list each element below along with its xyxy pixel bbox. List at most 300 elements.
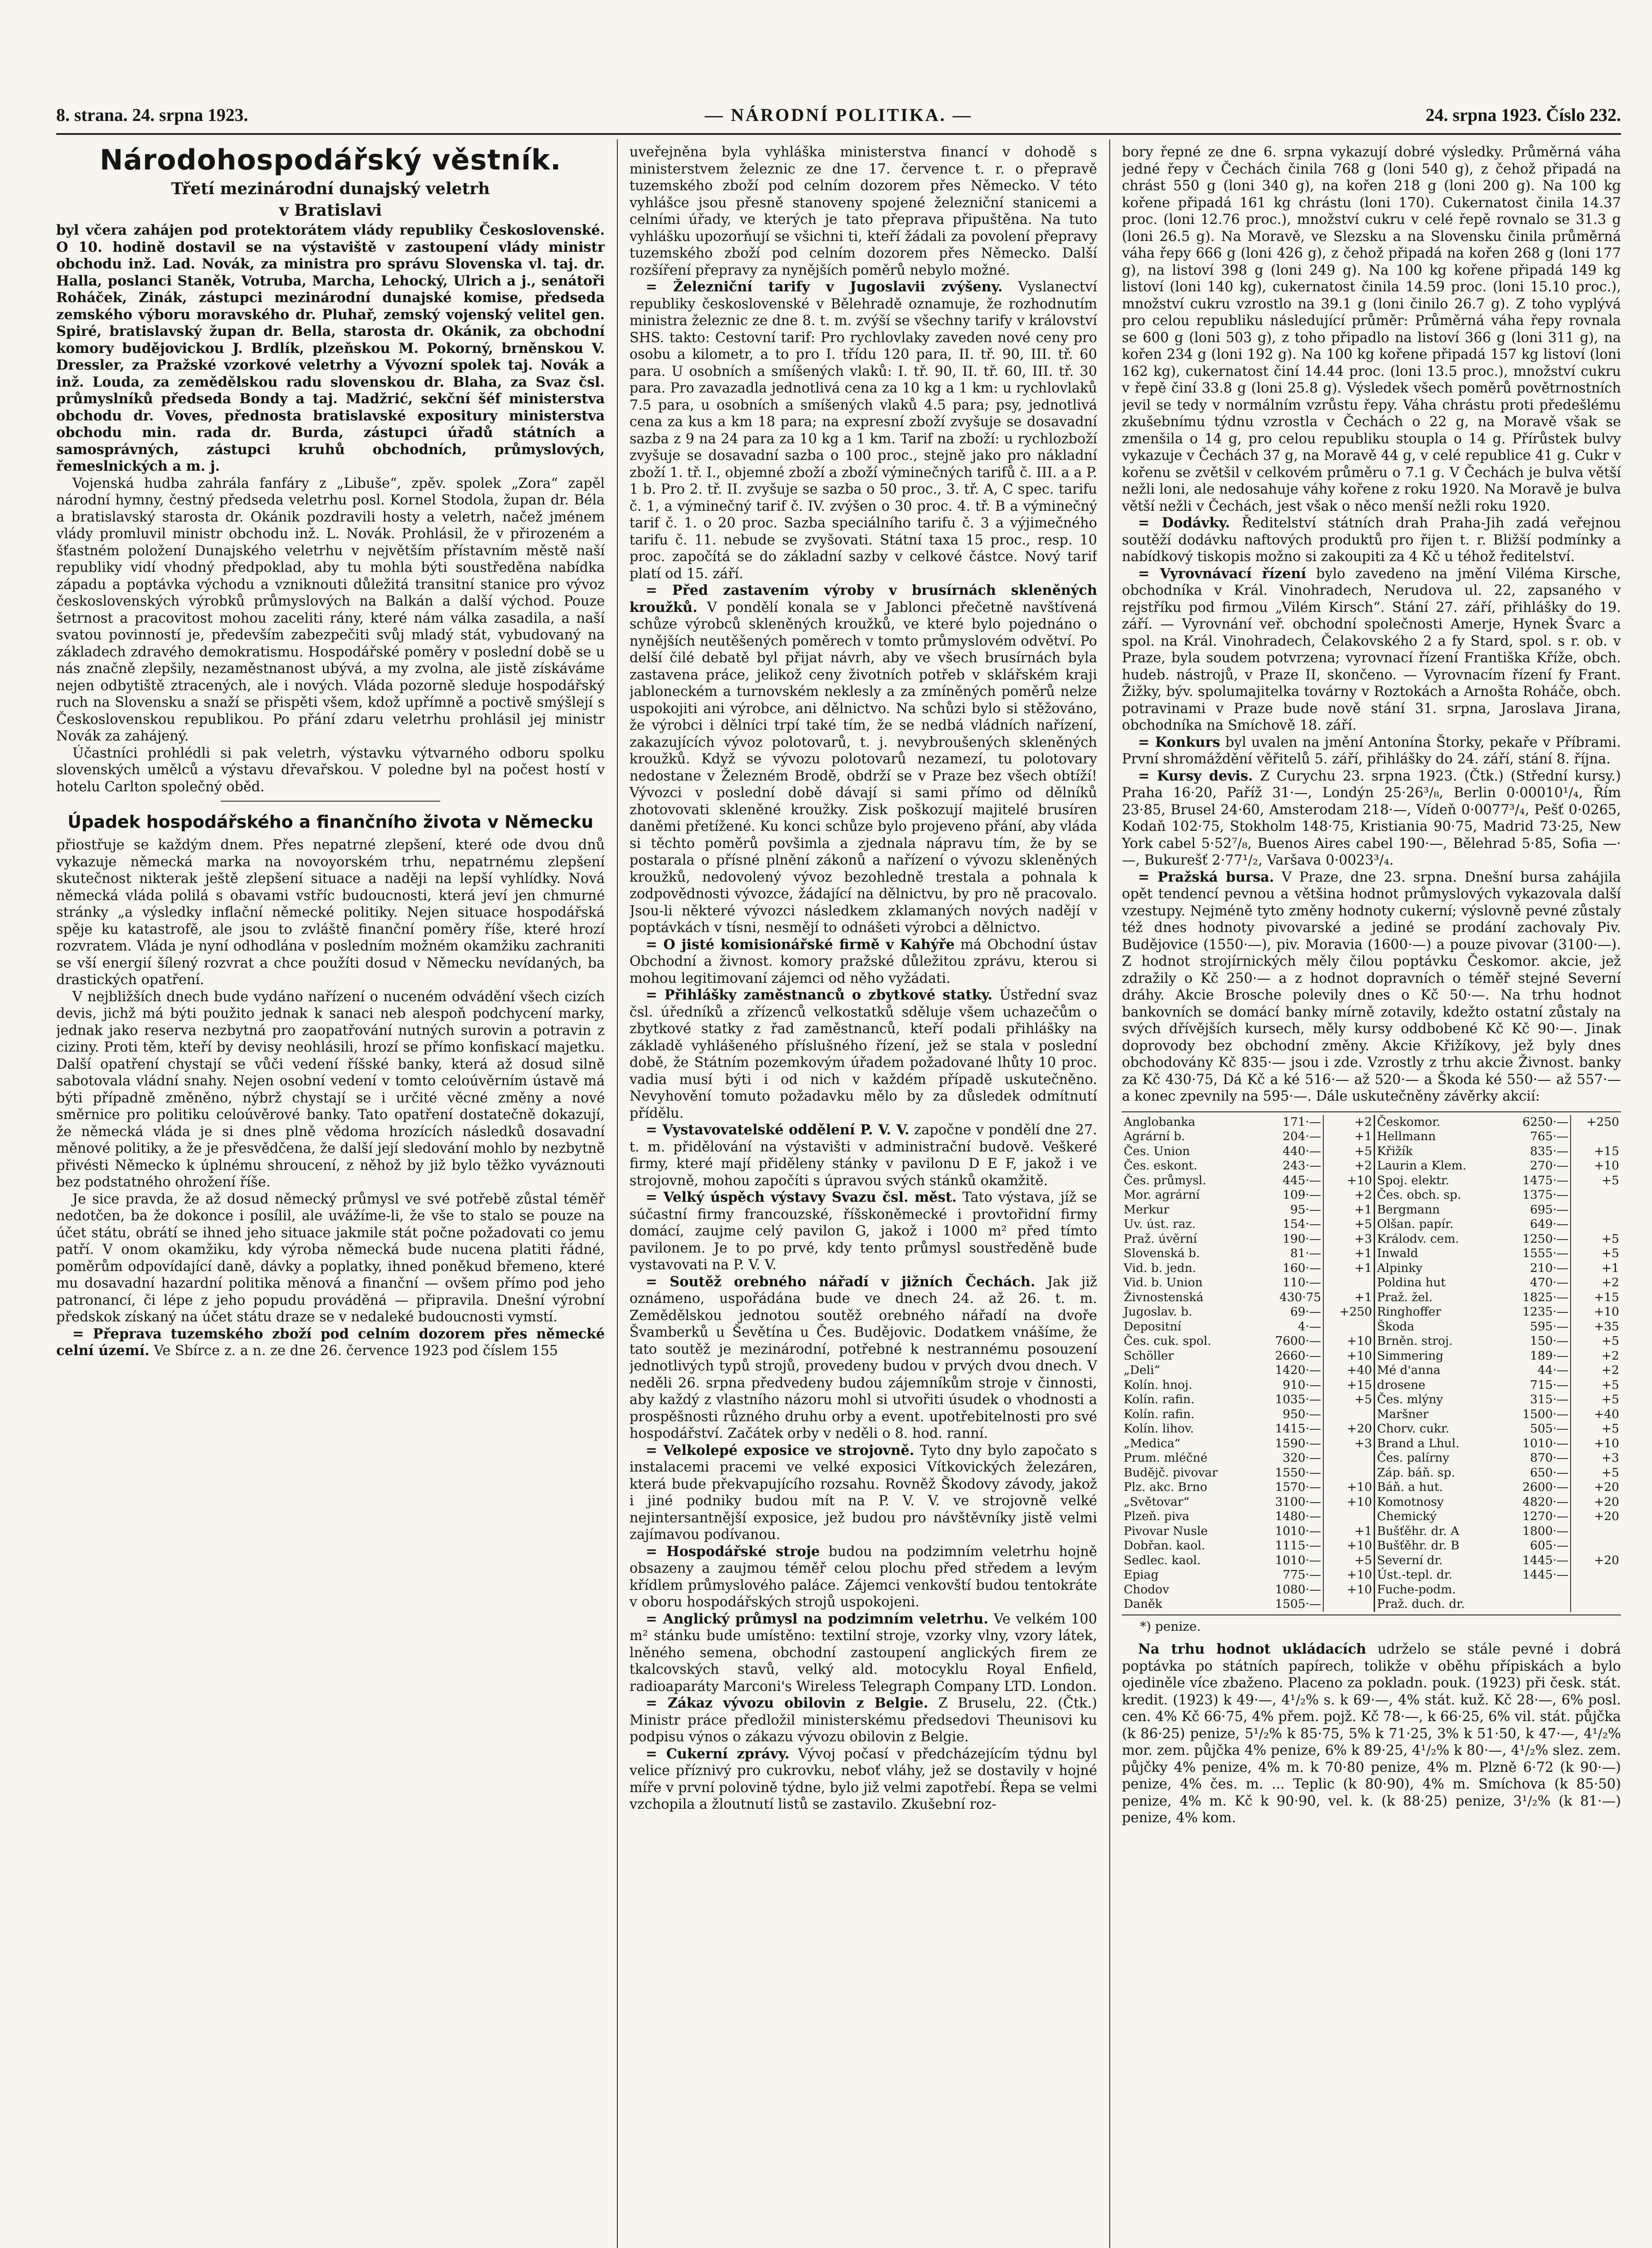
article-paragraph: V Praze, dne 23. srpna. Dnešní bursa zahájila opět tendencí pevnou a většina hodnot průmyslových vykazovala další vzestupy. Nejméně tyto změny hodnoty cukerní; výslovně pevné zůstaly též dnes hodnoty pivovarské a jediné se prodání zachovaly Piv. Budějovice (1550·—), piv. Moravia (1600·—) a pouze pivovar (3100·—). Z hodnot strojírnických měly čilou poptávku Českomor. akcie, jež zdražily o Kč 250·— a z hodnot dopravních o téměř stejné Severní dráhy. Akcie Brosche polevily dnes o Kč 50·—. Na trhu hodnot bankovních se domácí banky mírně zotavily, kdežto ostatní zůstaly na svých dřívějších kursech, měly kursy oddbobené Kč Kč 90·—. Jinak doprovody bez obchodní změny. Akcie Křižíkovy, jež byly dnes obchodovány Kč 835·— jsou i zde. Vzrostly z trhu akcie Živnost. banky za Kč 430·75, Dá Kč a ké 516·— až 520·— a Škoda ké 550·— až 557·— a konec zpevnily na 595·—. Dále uskutečněny závěrky akcií: [1122, 869, 1621, 1104]
table-row [1122, 1349, 1621, 1364]
stock-change: +3 [1323, 1436, 1375, 1451]
stock-change: +15 [1594, 1144, 1619, 1158]
article-title: = Anglický průmysl na podzimním veletrhu. [646, 1610, 988, 1627]
stock-name: Schöller [1124, 1348, 1174, 1363]
stock-change [1571, 1568, 1621, 1583]
stock-change: +2 [1323, 1115, 1375, 1130]
stock-change: +5 [1323, 1392, 1375, 1407]
stock-name: Maršner [1377, 1407, 1429, 1421]
stock-change: +250 [1586, 1115, 1619, 1129]
table-row [1122, 1392, 1621, 1407]
stock-change: +20 [1594, 1553, 1619, 1567]
stock-price: 6250·— [1502, 1115, 1571, 1130]
stock-change: +10 [1323, 1583, 1375, 1597]
table-row [1122, 1290, 1621, 1305]
stock-price: 1505·— [1255, 1597, 1323, 1612]
stock-price: 1250·— [1502, 1232, 1571, 1247]
stock-price: 1445·— [1502, 1553, 1571, 1568]
stock-name: Křižík [1377, 1144, 1413, 1158]
stock-price: 270·— [1502, 1159, 1571, 1173]
stock-change: +10 [1323, 1334, 1375, 1349]
stock-name: Čes. cuk. spol. [1124, 1334, 1211, 1348]
stock-name: Čes. palírny [1377, 1451, 1450, 1465]
stock-price: 1825·— [1502, 1290, 1571, 1305]
stock-name: Živnostenská [1124, 1290, 1204, 1304]
stock-name: Kolín. lihov. [1124, 1422, 1194, 1436]
article-title: = Soutěž orebného nářadí v jižních Čechách. [646, 1273, 1036, 1290]
stock-name: Čes. průmysl. [1124, 1173, 1206, 1187]
stock-name: Plz. akc. Brno [1124, 1480, 1207, 1494]
table-row [1122, 1363, 1621, 1378]
article-paragraph: má Obchodní ústav Obchodní a živnost. komory pražské důležitou zprávu, kterou si mohou legitimovaní zájemci od něho vyžádati. [630, 937, 1097, 986]
stock-price: 950·— [1255, 1407, 1323, 1422]
article-title: = Přeprava tuzemského zboží pod celním dozorem přes německé celní území. [56, 1325, 605, 1359]
header-rule [56, 133, 1621, 135]
table-row [1122, 1334, 1621, 1349]
stock-price: 440·— [1255, 1144, 1323, 1159]
article-title: Na trhu hodnot ukládacích [1138, 1641, 1366, 1657]
stock-name: Daněk [1124, 1597, 1162, 1611]
stock-price: 430·75 [1255, 1290, 1323, 1305]
stock-change: +2 [1323, 1188, 1375, 1203]
stock-price: 1010·— [1502, 1436, 1571, 1451]
stock-change [1323, 1407, 1375, 1422]
stock-name: Pivovar Nusle [1124, 1524, 1208, 1538]
stock-price: 171·— [1255, 1115, 1323, 1130]
article-paragraph: V nejbližších dnech bude vydáno nařízení o nuceném odvádění všech cizích devis, jichž má býti použito jednak k sanaci neb alespoň podchycení marky, jednak jako reserva nezbytná pro zaopatřování nutných surovin a potravin z ciziny. Proti těm, kteří by devisy neohlásili, hrozí se přímo konfiskací majetku. Další opatření chystají se vůči vedení říšské banky, která až dosud silně sabotovala vládní snahy. Nejen osobní vedení v tomto celoúvěrním ústavě má býti případně změněno, nýbrž chystají se i určité věcné změny a nové směrnice pro politiku celoúvěrové banky. Tato opatření dostatečně dokazují, že německá vláda je si dnes plně vědoma hrozících následků dosavadní měnové politiky, a že je přesvědčena, že další její sledování mohlo by nezbytně přivésti Německo k úplnému shroucení, z něhož by již bylo těžko vyváznouti bez podstatného ohrožení říše. [56, 989, 605, 1190]
stock-price: 649·— [1502, 1217, 1571, 1232]
stock-name: Vid. b. Union [1124, 1276, 1203, 1289]
stock-table-body [1122, 1115, 1621, 1612]
stock-name: Sedlec. kaol. [1124, 1553, 1201, 1567]
page-number-date: 8. strana. 24. srpna 1923. [56, 105, 248, 125]
stock-price: 870·— [1502, 1451, 1571, 1466]
stock-name: Praž. duch. dr. [1377, 1597, 1465, 1611]
stock-price: 1480·— [1255, 1509, 1323, 1524]
stock-name: „Světovar“ [1124, 1494, 1190, 1509]
article-paragraph: Vývoj počasí v předcházejícím týdnu byl velice příznivý pro cukrovku, neboť vláhy, jež se dostavily v hojné míře v první polovině týdne, bylo již velmi zapotřebí. Řepa se velmi vzchopila a žloutnutí listů se zastavilo. Zkušební roz- [630, 1746, 1097, 1812]
stock-price: 109·— [1255, 1188, 1323, 1203]
article-subtitle: v Bratislavi [279, 201, 382, 220]
stock-price: 1080·— [1255, 1583, 1323, 1597]
stock-name: Záp. báň. sp. [1377, 1465, 1456, 1480]
stock-change: +3 [1323, 1232, 1375, 1247]
article-paragraph: Ústřední svaz čsl. úředníků a zřízenců velkostatků sděluje všem uchazečům o zbytkové statky z řad zaměstnanců, kteří podali přihlášky na základě vyhlášeného příslušného řízení, jež se stala v poslední době, že Státním pozemkovým úřadem požadované lhůty 10 proc. vadia musí býti i od nich v každém případě uskutečněno. Nevyhovění tomuto požadavku mělo by za důsledek odmítnutí přídělu. [630, 987, 1097, 1121]
stock-change: +3 [1601, 1451, 1619, 1465]
article-paragraph: Je sice pravda, že až dosud německý průmysl ve své potřebě zůstal téměř nedotčen, ba že dokonce i posílil, ale uvážíme-li, že vše to stalo se pouze na účet státu, obrátí se ihned jeho situace jakmile stát počne požadovati co jemu patří. V onom okamžiku, kdy výroba německá bude nucena platiti řádné, poměrům odpovídající daně, dávky a poplatky, ihned poněkud břemeno, které mu dosavadní hazardní politika měnová a finanční — ovšem přímo pod jeho patronancí, či lépe z jeho popudu prováděná — připravila. Dnešní výrobní předskok získaný na účet státu draze se v nedaleké budoucnosti vymstí. [56, 1191, 605, 1325]
table-row [1122, 1129, 1621, 1144]
stock-name: Komotnosy [1377, 1494, 1444, 1509]
stock-name: Praž. žel. [1377, 1290, 1433, 1304]
stock-change: +20 [1594, 1509, 1619, 1523]
stock-name: Úst.-tepl. dr. [1377, 1568, 1453, 1582]
stock-change: +2 [1601, 1276, 1619, 1289]
article-paragraph: Jak již oznámeno, uspořádána bude ve dnech 24. až 26. t. m. Zemědělskou jednotou soutěž orebného nářadí na dvoře Švamberků u Ševětína u Čes. Budějovic. Dodatkem vnášíme, že tato soutěž je mezinárodní, potřebné k nestrannému posouzení jednotlivých typů strojů, provedeny budou v prvých dvou dnech. V neděli 26. srpna předvedeny budou zájemníkům stroje v činnosti, aby každý z vlastního názoru mohl si utvořiti úsudek o vhodnosti a prospěšnosti různého druhu orby a event. upotřebitelnosti pro své hospodářství. Začátek orby v neděli o 8. hod. ranní. [630, 1274, 1097, 1441]
article-title: Úpadek hospodářského a finančního života v Německu [67, 812, 594, 832]
article-paragraph: Tyto dny bylo započato s instalacemi pracemi ve velké exposici Vítkovických železáren, která bude překvapujícího rozsahu. Rovněž Škodovy závody, jakož i jiné podniky budou mít na P. V. V. ve strojovně velké nejintersantnější exposice, jež budou pro návštěvníky jistě velmi zajímavou podívanou. [630, 1442, 1097, 1543]
table-row [1122, 1553, 1621, 1568]
stock-price: 4820·— [1502, 1495, 1571, 1510]
stock-change: +5 [1601, 1246, 1619, 1260]
stock-price: 2600·— [1502, 1480, 1571, 1495]
article-paragraph: Vojenská hudba zahrála fanfáry z „Libuše“, zpěv. spolek „Zora“ zapěl národní hymny, čestný předseda veletrhu posl. Kornel Stodola, župan dr. Béla a bratislavský starosta dr. Okánik pozdravili hosty a veletrh, načež jménem vlády promluvil ministr obchodu inž. L. Novák. Prohlásil, že v přirozeném a šťastném položení Dunajského veletrhu v největším přístavním městě naší republiky vidí vhodný předpoklad, aby tu mohla býti soustředěna nabídka západu a poptávka východu a vzniknouti důležitá transitní stanice pro vývoz československých výrobků průmyslových na Balkán a další východ. Pouze šetrnost a pracovitost mohou zaceliti rány, které nám válka zasadila, a naší svatou povinností je, především zabezpečiti svůj mladý stát, vybudovaný na základech zdravého demokratismu. Hospodářské poměry v poslední době se u nás značně zlepšily, nezaměstnanost ubývá, a my zvolna, ale jistě získáváme nejen odbytiště ztracených, ale i nových. Vláda pozorně sleduje hospodářský ruch na Slovensku a snaží se přispěti všem, kdož upřímně a poctivě smýšlejí s Československou republikou. Po přání zdaru veletrhu prohlásil jej ministr Novák za zahájený. [56, 475, 605, 744]
stock-name: Hellmann [1377, 1129, 1436, 1143]
table-row [1122, 1583, 1621, 1597]
table-row [1122, 1436, 1621, 1451]
stock-change: +5 [1601, 1422, 1619, 1436]
stock-name: Fuche-podm. [1377, 1582, 1456, 1597]
stock-price: 154·— [1255, 1217, 1323, 1232]
stock-name: Alpinky [1377, 1261, 1423, 1275]
stock-price: 4·— [1255, 1320, 1323, 1334]
stock-name: Bušťěhr. dr. A [1377, 1524, 1460, 1538]
stock-name: Agrární b. [1124, 1129, 1185, 1143]
stock-change: +40 [1594, 1407, 1619, 1421]
stock-change: +5 [1323, 1144, 1375, 1159]
stock-name: Uv. úst. raz. [1124, 1217, 1196, 1231]
stock-change: +1 [1323, 1261, 1375, 1276]
stock-change: +20 [1594, 1494, 1619, 1509]
table-row [1122, 1203, 1621, 1218]
stock-price: 1500·— [1502, 1407, 1571, 1422]
stock-table-wrapper [1122, 1111, 1621, 1615]
stock-price: 1375·— [1502, 1188, 1571, 1203]
stock-price: 1800·— [1502, 1524, 1571, 1539]
stock-price: 1010·— [1255, 1524, 1323, 1539]
article-title: = Konkurs [1138, 734, 1220, 750]
stock-price: 695·— [1502, 1203, 1571, 1218]
issue-number: 24. srpna 1923. Číslo 232. [1425, 105, 1621, 125]
stock-price: 605·— [1502, 1539, 1571, 1553]
stock-change: +5 [1601, 1378, 1619, 1392]
stock-price: 315·— [1502, 1392, 1571, 1407]
stock-price: 243·— [1255, 1159, 1323, 1173]
stock-price: 1115·— [1255, 1539, 1323, 1553]
stock-change: +2 [1323, 1159, 1375, 1173]
article-title: = Velkolepé exposice ve strojovně. [646, 1442, 915, 1459]
table-row [1122, 1422, 1621, 1436]
stock-change: +5 [1323, 1553, 1375, 1568]
stock-change: +10 [1594, 1436, 1619, 1450]
stock-name: Chorv. cukr. [1377, 1422, 1450, 1436]
table-row [1122, 1305, 1621, 1320]
stock-name: Budějč. pivovar [1124, 1465, 1218, 1480]
table-row [1122, 1524, 1621, 1539]
stock-name: Dobřan. kaol. [1124, 1539, 1206, 1552]
column-divider [1109, 139, 1110, 2248]
table-row [1122, 1539, 1621, 1553]
article-paragraph: Z Bruselu, 22. (Čtk.) Ministr práce předložil ministerskému předsedovi Theunisovi ku podpisu výnos o zákazu vývozu obilovin z Belgie. [630, 1695, 1097, 1745]
stock-price: 160·— [1255, 1261, 1323, 1276]
stock-change: +10 [1323, 1349, 1375, 1364]
stock-price: 1270·— [1502, 1509, 1571, 1524]
stock-change: +5 [1601, 1173, 1619, 1187]
table-row [1122, 1159, 1621, 1173]
separator [221, 801, 440, 802]
column-1 [56, 144, 605, 2248]
stock-name: Jugoslav. b. [1124, 1305, 1192, 1319]
article-paragraph: započne v pondělí dne 27. t. m. přidělování na výstavišti v administrační budově. Veškeré firmy, které mají přiděleny stánky v pavilonu D E F, jakož i ve strojovně, mohou započíti s úpravou svých stánků okamžitě. [630, 1122, 1097, 1189]
stock-price: 1035·— [1255, 1392, 1323, 1407]
stock-change: +35 [1594, 1319, 1619, 1334]
stock-name: drosene [1377, 1378, 1425, 1392]
stock-price: 110·— [1255, 1276, 1323, 1290]
stock-price: 150·— [1502, 1334, 1571, 1349]
stock-name: Praž. úvěrní [1124, 1231, 1197, 1246]
stock-name: Severní dr. [1377, 1553, 1443, 1567]
stock-name: Merkur [1124, 1202, 1170, 1217]
table-row [1122, 1320, 1621, 1334]
stock-change: +250 [1323, 1305, 1375, 1320]
article-paragraph: Vyslanectví republiky československé v Bělehradě oznamuje, že rozhodnutím ministra železnic ze dne 8. t. m. zvýší se všechny tarify v království SHS. takto: Cestovní tarif: Pro rychlovlaky zaveden nové ceny pro osobu a kilometr, a to pro I. třídu 120 para, II. tř. 90, III. tř. 60 para. U osobních a smíšených vlaků: I. tř. 90, II. tř. 60, III. tř. 30 para. Pro zavazadla jednotlivá cena za 10 kg a 1 km: u rychlovlaků 7.5 para, u osobních a smíšených vlaků 4.5 para; psy, jednotlivá cena za kus a km 18 para; na expresní zboží zvyšuje se dosavadní sazba z 9 na 24 para za 10 kg a 1 km. Tarif na zboží: u rychlozboží zvyšuje se dosavadní sazba o 100 proc., stejně jako pro nákladní zboží 1. tř. I., objemné zboží a zboží výminečných tarifů č. III. a a P. 1 b. Pro 2. tř. II. zvyšuje se sazba o 50 proc., 3. tř. A, C spec. tarifu č. 1, a výminečný tarif č. IV. zvýšen o 30 proc. 4. tř. B a výminečný tarif č. 1. o 20 proc. Sazba speciálního tarifu č. 3 a výjimečného tarifu č. 11. nebude se zvyšovati. Státní taxa 15 proc., resp. 10 proc. započítá se do základní sazby v celkové částce. Nový tarif platí od 15. září. [630, 279, 1097, 582]
table-row [1122, 1232, 1621, 1247]
stock-price: 470·— [1502, 1276, 1571, 1290]
table-row [1122, 1173, 1621, 1188]
stock-name: Chemický [1377, 1509, 1437, 1523]
article-title: = Vystavovatelské oddělení P. V. V. [646, 1122, 910, 1138]
stock-name: Plzeň. piva [1124, 1509, 1190, 1523]
stock-name: Mé d'anna [1377, 1363, 1441, 1377]
table-row [1122, 1217, 1621, 1232]
table-row [1122, 1495, 1621, 1510]
stock-change: +15 [1323, 1378, 1375, 1393]
table-row [1122, 1188, 1621, 1203]
stock-name: Simmering [1377, 1348, 1444, 1363]
table-row [1122, 1466, 1621, 1481]
column-divider [617, 139, 618, 2248]
article-title: = O jisté komisionářské firmě v Kahýře [646, 936, 955, 953]
stock-change: +5 [1323, 1217, 1375, 1232]
article-title: Třetí mezinárodní dunajský veletrh [171, 179, 490, 198]
stock-price: 445·— [1255, 1173, 1323, 1188]
stock-price: 7600·— [1255, 1334, 1323, 1349]
newspaper-title: — NÁRODNÍ POLITIKA. — [705, 105, 973, 125]
table-row [1122, 1509, 1621, 1524]
article-paragraph: uveřejněna byla vyhláška ministerstva financí v dohodě s ministerstvem železnic ze dne 17. července t. r. o přepravě tuzemského zboží pod celním dozorem přes Německo. V této vyhlášce jsou přesně stanoveny spojené železniční stanicemi a celními úřady, ve kterých je tato přeprava připuštěna. Na tuto vyhlášku upozorňují se všichni ti, kteří žádali za povolení přepravy tuzemského zboží pod celním dozorem přes Německo. Další rozšíření přepravy za nynějších poměrů nebylo možné. [630, 144, 1097, 278]
stock-change [1323, 1509, 1375, 1524]
stock-change [1571, 1597, 1621, 1612]
table-row [1122, 1276, 1621, 1290]
stock-price: 910·— [1255, 1378, 1323, 1393]
stock-change: +10 [1323, 1495, 1375, 1510]
column-3 [1122, 144, 1621, 2248]
article-paragraph: přiostřuje se každým dnem. Přes nepatrné zlepšení, které ode dvou dnů vykazuje německá marka na novoyorském trhu, nepatrnému zlepšení skutečnost nikterak ještě zlepšení situace a naději na lepší vyhlídky. Nová německá vláda polilá s obavami vstříc budoucnosti, která jeví jen chmurné stránky „a výsledky inflační německé politiky. Nejen situace hospodářská spěje ku katastrofě, ale jsou to zvláště finanční poměry říše, které hrozí rozvratem. Vláda je nyní odhodlána v posledním možném okamžiku zachraniti se vší energií šílený rozvrat a chce použíti dosud v Německu nevídaných, ba drastických opatření. [56, 837, 605, 988]
stock-change: +10 [1323, 1568, 1375, 1583]
stock-name: Čes. Union [1124, 1144, 1190, 1158]
stock-change: +5 [1601, 1392, 1619, 1406]
stock-price: 1550·— [1255, 1466, 1323, 1481]
stock-name: Čes. mlýny [1377, 1392, 1443, 1406]
stock-name: Ringhoffer [1377, 1305, 1442, 1319]
stock-change: +10 [1323, 1480, 1375, 1495]
stock-price: 44·— [1502, 1363, 1571, 1378]
stock-table [1122, 1115, 1621, 1612]
article-paragraph: bory řepné ze dne 6. srpna vykazují dobré výsledky. Průměrná váha jedné řepy v Čechách činila 768 g (loni 540 g), z čehož připadá na chrást 550 g (loni 340 g), na kořen 218 g (loni 200 g). Na 100 kg kořene připadá 161 kg chrástu (loni 170). Cukernatost činila 14.37 proc. (loni 12.76 proc.), množství cukru v celé řepě rovnalo se 31.3 g (loni 26.5 g). Na Moravě, ve Slezsku a na Slovensku činila průměrná váha řepy 666 g (loni 426 g), z čehož připadá na kořen 268 g (loni 177 g), na listoví 398 g (loni 249 g). Na 100 kg kořene připadá 149 kg listoví (loni 140 kg), cukernatost činila 14.59 proc. (loni 15.10 proc.), množství cukru vzrostlo na 39.1 g (loni činilo 26.7 g). Z toho vyplývá pro celou republiku následující průměr: Průměrná váha řepy rovnala se 600 g (loni 503 g), z toho připadlo na listoví 366 g (loni 311 g), na kořen 234 g (loni 192 g). Na 100 kg kořene připadá 157 kg listoví (loni 162 kg), cukernatost činí 14.44 proc. (loni 13.5 proc.), množství cukru v řepě činí 33.8 g (loni 25.8 g). Výsledek všech poměrů povětrnostních jevil se tedy v normálním vzrůstu řepy. Váha chrástu proti předešlému zkušebnímu týdnu vzrostla v Čechách o 22 g, na Moravě však se zmenšila o 14 g, pro celou republiku stoupla o 14 g. Přírůstek bulvy vykazuje v Čechách 37 g, na Moravě 44 g, v celé republice 41 g. Cukr v kořenu se zvětšil v celkovém průměru o 7.1 g. V Čechách je bulva větší nežli loni, ale nedosahuje váhy kořene z roku 1920. Na Moravě je bulva větší nežli v Čechách, jest však o něco menší nežli roku 1920. [1122, 144, 1621, 514]
stock-name: Kolín. hnoj. [1124, 1378, 1192, 1392]
article-paragraph: Ve Sbírce z. a n. ze dne 26. července 1923 pod číslem 155 [154, 1343, 558, 1359]
stock-change [1571, 1188, 1621, 1203]
stock-price [1502, 1597, 1571, 1612]
stock-price: 1420·— [1255, 1363, 1323, 1378]
article-paragraph: Účastníci prohlédli si pak veletrh, výstavku výtvarného odboru spolku slovenských umělců a výstavu dřevařskou. V poledne byl na počest hostí v hotelu Carlton společný oběd. [56, 745, 605, 795]
stock-name: Báň. a hut. [1377, 1480, 1443, 1494]
section-masthead: Národohospodářský věstník. [99, 144, 562, 176]
article-title: = Přihlášky zaměstnanců o zbytkové statky. [646, 987, 993, 1003]
article-paragraph: udrželo se stále pevné i dobrá poptávka po státních papírech, tolikže v oběhu přípiskách a bylo ojediněle více zbaženo. Placeno za pokladn. pouk. (1923) při česk. stát. kredit. (1923) k 49·—, 4¹/₂% s. k 69·—, 4% stát. kuž. Kč 28·—, 6% posl. cen. 4% Kč 66·75, 4% přem. pojž. Kč 78·—, k 66·25, 6% vil. stát. půjčka (k 86·25) penize, 5¹/₂% k 85·75, 5% k 71·25, 3% k 51·50, k 47·—, 4¹/₂% mor. zem. půjčka 4% penize, 6% k 89·25, 4¹/₂% k 80·—, 4¹/₂% slez. zem. půjčky 4% penize, 4% m. k 70·80 penize, 4% m. Plzně 6·72 (k 90·—) penize, 4% čes. m. ... Teplic (k 80·90), 4% m. Smíchova (k 85·50) penize, 4% m. Kč k 90·90, vel. k. (k 88·25) penize, 3¹/₂% (k 81·—) penize, 4% kom. [1122, 1641, 1621, 1826]
stock-name: Čes. obch. sp. [1377, 1188, 1461, 1202]
stock-name: Prum. mléčné [1124, 1451, 1208, 1465]
article-title: = Hospodářské stroje [646, 1543, 820, 1560]
stock-name: Depositní [1124, 1319, 1182, 1334]
stock-change: +10 [1594, 1305, 1619, 1319]
stock-change: +40 [1323, 1363, 1375, 1378]
article-title: = Velký úspěch výstavy Svazu čsl. měst. [646, 1189, 957, 1205]
stock-price: 81·— [1255, 1246, 1323, 1261]
stock-change: +1 [1323, 1290, 1375, 1305]
stock-price: 2660·— [1255, 1349, 1323, 1364]
article-paragraph: bylo zavedeno na jmění Viléma Kirsche, obchodníka v Král. Vinohradech, Nerudova ul. 22, zapsaného v rejstříku pod firmou „Vilém Kirsch“. Stání 27. září, přihlášky do 19. září. — Vyrovnání veř. obchodní společnosti Amerje, Hynek Švarc a spol. na Král. Vinohradech, Čelakovského 2 a fy Stard, spol. s r. ob. v Praze, byla soudem potvrzena; vyrovnací řízení Františka Kříže, obch. hudeb. nástrojů, v Praze II, skončeno. — Vyrovnacím řízení fy Frant. Žižky, býv. spolumajitelka továrny v Roztokách a Arnošta Roháče, obch. potravinami v Praze bude nově stání 31. srpna, Jaroslava Jirana, obchodníka na Smíchově 18. září. [1122, 566, 1621, 733]
stock-price: 1555·— [1502, 1246, 1571, 1261]
stock-price: 595·— [1502, 1320, 1571, 1334]
article-paragraph: V pondělí konala se v Jablonci přečetně navštívená schůze výrobců skleněných kroužků, ve které bylo pojednáno o nynějších neutěšených poměrech v tomto průmyslovém odvětví. Po delší čilé debatě byl přijat návrh, aby ve všech brusírnách byla zastavena práce, jelikož ceny životních potřeb v sklářském kraji jabloneckém a turnovském neklesly a za zmíněných poměrů nelze uspokojiti ani výrobce, ani dělnictvo. Na schůzi bylo si stěžováno, že výrobci i dělníci trpí také tím, že se nedbá vládních nařízení, zakazujících vývoz polotovarů, t. j. nevybroušených skleněných kroužků. Když se vývozu polotovarů nezamezí, tu polotovary nedostane v Železném Brodě, obdrží se v Praze bez všech obtíží! Vývozci v poslední době dávají si sami přímo od dělníků zhotovovati skleněné kroužky. Zisk poškozují majitelé brusíren daněmi přetížené. Ku konci schůze bylo projeveno přání, aby vláda si těchto poměrů povšimla a zjednala nápravu tím, že by se postarala o přísné plnění zákonů a nařízení o vývozu skleněných kroužků, nedovolený vývoz bezohledně trestala a pohnala k zodpovědnosti vývozce, žádající na dělnictvu, by pro ně pracovalo. Jsou-li některé vývozci následkem zklamaných nových nadějí v poptávkách v tísni, nesmějí to odnášeti výrobci a dělnictvo. [630, 599, 1097, 936]
stock-footnote: *) penize. [1140, 1619, 1201, 1634]
article-paragraph: Ve velkém 100 m² stánku bude umístěno: textilní stroje, vzorky vlny, vzory látek, lněného semena, obchodní zastoupení anglických firem ze tkalcovských stavů, velký ald. motocyklu Royal Enfield, radioaparáty Marconi's Wireless Telegraph Company LTD. London. [630, 1611, 1097, 1695]
stock-change [1571, 1203, 1621, 1218]
page-header [56, 104, 1621, 129]
stock-price: 210·— [1502, 1261, 1571, 1276]
table-row [1122, 1451, 1621, 1466]
stock-name: Anglobanka [1124, 1115, 1196, 1129]
stock-change [1571, 1217, 1621, 1232]
article-paragraph: Z Curychu 23. srpna 1923. (Čtk.) (Střední kursy.) Praha 16·20, Paříž 31·—, Londýn 25·26³/₈, Berlin 0·00010¹/₄, Řím 23·85, Brusel 24·60, Amsterodam 218·—, Vídeň 0·0077³/₄, Pešť 0·0265, Kodaň 102·75, Stokholm 148·75, Kristiania 90·75, Madrid 73·25, New York cabel 5·52⁷/₈, Buenos Aires cabel 190·—, Bělehrad 5·85, Sofia —·—, Bukurešť 2·77¹/₂, Varšava 0·0023³/₄. [1122, 768, 1621, 868]
stock-change: +15 [1594, 1290, 1619, 1304]
article-title: = Železniční tarify v Jugoslavii zvýšeny. [646, 279, 1003, 295]
stock-price: 320·— [1255, 1451, 1323, 1466]
stock-price [1502, 1583, 1571, 1597]
stock-name: „Deli“ [1124, 1363, 1161, 1377]
article-title: = Cukerní zprávy. [646, 1745, 790, 1762]
article-title: = Kursy devis. [1138, 767, 1253, 784]
table-row [1122, 1144, 1621, 1159]
stock-price: 1475·— [1502, 1173, 1571, 1188]
stock-change: +5 [1601, 1231, 1619, 1246]
stock-name: Čes. eskont. [1124, 1159, 1197, 1173]
article-title: = Pražská bursa. [1138, 869, 1274, 885]
stock-name: Bergmann [1377, 1202, 1440, 1217]
stock-change: +1 [1323, 1246, 1375, 1261]
stock-change [1323, 1320, 1375, 1334]
stock-name: Chodov [1124, 1582, 1170, 1597]
stock-change: +5 [1601, 1334, 1619, 1348]
stock-name: Králodv. cem. [1377, 1231, 1459, 1246]
stock-price: 204·— [1255, 1129, 1323, 1144]
article-title: = Před zastavením výroby v brusírnách skleněných kroužků. [630, 582, 1097, 616]
stock-price: 505·— [1502, 1422, 1571, 1436]
stock-price: 715·— [1502, 1378, 1571, 1393]
stock-name: Kolín. rafin. [1124, 1392, 1195, 1406]
stock-change: +20 [1594, 1480, 1619, 1494]
stock-change: +1 [1323, 1129, 1375, 1144]
stock-price: 765·— [1502, 1129, 1571, 1144]
stock-price: 775·— [1255, 1568, 1323, 1583]
stock-name: Brand a Lhul. [1377, 1436, 1460, 1450]
stock-name: Bušťěhr. dr. B [1377, 1539, 1460, 1552]
stock-price: 1010·— [1255, 1553, 1323, 1568]
stock-name: „Medica“ [1124, 1436, 1181, 1450]
stock-price: 1235·— [1502, 1305, 1571, 1320]
article-paragraph: Ředitelství státních drah Praha-Jih zadá veřejnou soutěží dodávku naftových produktů pro řijen t. r. Bližší podmínky a nabídkový tiskopis možno si zakoupiti za 4 Kč u téhož ředitelství. [1122, 515, 1621, 565]
stock-price: 835·— [1502, 1144, 1571, 1159]
stock-change: +20 [1323, 1422, 1375, 1436]
stock-price: 650·— [1502, 1466, 1571, 1481]
stock-price: 189·— [1502, 1349, 1571, 1364]
stock-change: +5 [1601, 1465, 1619, 1480]
table-row [1122, 1480, 1621, 1495]
table-row [1122, 1407, 1621, 1422]
stock-name: Škoda [1377, 1319, 1415, 1334]
article-title: = Dodávky. [1138, 515, 1230, 531]
article-title: = Vyrovnávací řízení [1138, 565, 1306, 582]
table-row [1122, 1246, 1621, 1261]
stock-change: +2 [1601, 1363, 1619, 1377]
stock-name: Laurin a Klem. [1377, 1159, 1467, 1173]
stock-price: 95·— [1255, 1203, 1323, 1218]
table-row [1122, 1597, 1621, 1612]
stock-price: 3100·— [1255, 1495, 1323, 1510]
article-paragraph: byl uvalen na jmění Antonína Štorky, pekaře v Příbrami. První shromáždění věřitelů 5. září, přihlášky do 24. září, stání 8. října. [1122, 734, 1621, 767]
stock-change [1323, 1451, 1375, 1466]
stock-price: 190·— [1255, 1232, 1323, 1247]
stock-name: Českomor. [1377, 1115, 1441, 1129]
article-paragraph: Tato výstava, jíž se súčastní firmy francouzské, říšskoněmecké i provtořidní firmy domácí, zaujme celý pavilon G, jakož i 1000 m² před tímto pavilonem. Je to po prvé, kdy tento průmysl soustředěně bude vystavovati na P. V. V. [630, 1190, 1097, 1273]
stock-name: Vid. b. jedn. [1124, 1261, 1197, 1275]
stock-change: +1 [1323, 1203, 1375, 1218]
stock-change [1323, 1276, 1375, 1290]
stock-name: Inwald [1377, 1246, 1418, 1260]
stock-change: +1 [1601, 1261, 1619, 1275]
stock-name: Epiag [1124, 1568, 1159, 1582]
stock-change [1323, 1597, 1375, 1612]
stock-name: Olšan. papír. [1377, 1217, 1454, 1231]
stock-price: 1415·— [1255, 1422, 1323, 1436]
table-row [1122, 1378, 1621, 1393]
stock-price: 69·— [1255, 1305, 1323, 1320]
stock-change: +1 [1323, 1524, 1375, 1539]
stock-name: Kolín. rafin. [1124, 1407, 1195, 1421]
stock-name: Spoj. elektr. [1377, 1173, 1450, 1187]
article-paragraph: budou na podzimním veletrhu hojně obsazeny a zaujmou téměř celou plochu před středem a levým křídlem průmyslového paláce. Zájemci venkovští budou tentokráte v oboru hospodářských strojů uspokojeni. [630, 1543, 1097, 1610]
stock-change [1571, 1539, 1621, 1553]
stock-name: Brněn. stroj. [1377, 1334, 1453, 1348]
stock-change [1323, 1466, 1375, 1481]
stock-change: +10 [1323, 1539, 1375, 1553]
article-title: = Zákaz vývozu obilovin z Belgie. [646, 1695, 929, 1711]
stock-change [1571, 1583, 1621, 1597]
column-2 [630, 144, 1097, 2248]
stock-change: +2 [1601, 1348, 1619, 1363]
table-row [1122, 1115, 1621, 1130]
stock-change [1571, 1524, 1621, 1539]
stock-price: 1445·— [1502, 1568, 1571, 1583]
stock-change [1571, 1129, 1621, 1144]
article-paragraph: byl včera zahájen pod protektorátem vlády republiky Československé. O 10. hodině dostavil se na výstaviště v zastoupení vlády ministr obchodu inž. Lad. Novák, za ministra pro správu Slovenska vl. taj. dr. Halla, poslanci Staněk, Votruba, Marcha, Lehocký, Ulrich a j., senátoři Roháček, Zinák, zástupci mezinárodní dunajské komise, předseda zemského výboru moravského dr. Pluhař, zemský vojenský velitel gen. Spiré, bratislavský župan dr. Bella, starosta dr. Okánik, za obchodní komory budějovickou J. Brdlík, plzeňskou M. Pokorný, brněnskou V. Dressler, za Pražské vzorkové veletrhy a Vývozní spolek taj. Novák a inž. Louda, za zemědělskou radu slovenskou dr. Blaha, za Svaz čsl. průmyslníků předseda Bondy a taj. Madžrić, sekční šéf ministerstva obchodu dr. Voves, přednosta bratislavské expositury ministerstva obchodu min. rada dr. Burda, zástupci úřadů státních a samosprávných, zástupci kruhů obchodních, průmyslových, řemeslnických a m. j. [56, 222, 605, 474]
stock-price: 1590·— [1255, 1436, 1323, 1451]
stock-name: Slovenská b. [1124, 1246, 1200, 1260]
stock-name: Poldina hut [1377, 1276, 1446, 1289]
stock-price: 1570·— [1255, 1480, 1323, 1495]
table-row [1122, 1261, 1621, 1276]
stock-name: Mor. agrární [1124, 1188, 1200, 1202]
